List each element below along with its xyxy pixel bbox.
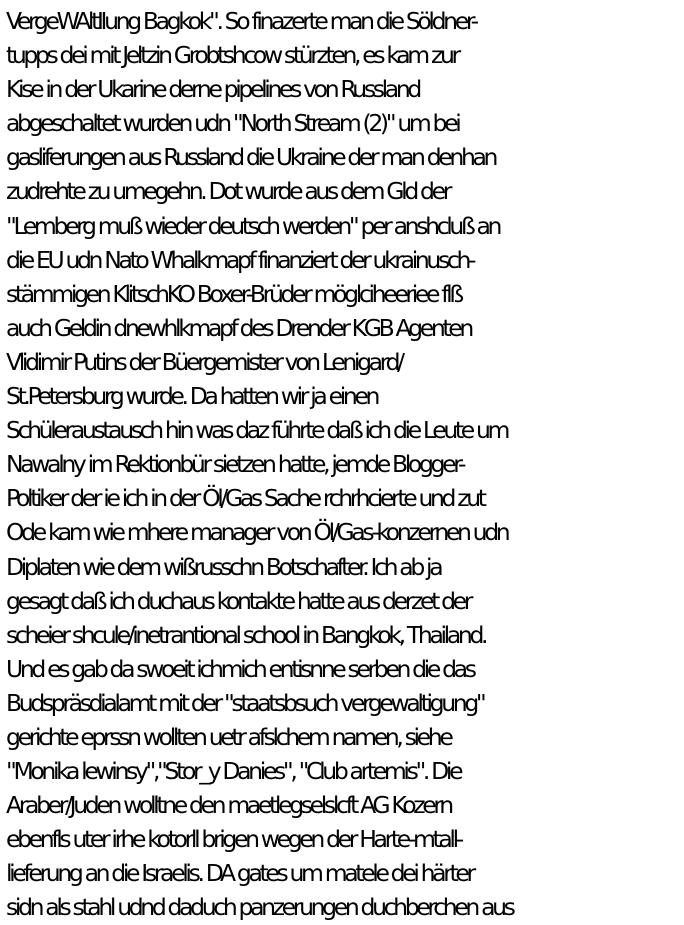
text-line: die EU udn Nato Whalkmapf finanziert der ukrainusch- (6, 245, 474, 274)
text-line: gasliferungen aus Russland die Ukraine der man denhan (6, 143, 496, 172)
text-line: scheier shcule/inetrantional school in Bangkok, Thailand. (6, 620, 486, 649)
text-line: Araber/Juden wolltne den maetlegselslcft AG Kozern (6, 791, 451, 820)
text-line: Schüleraustausch hin was daz führte daß ich die Leute um (6, 416, 508, 445)
text-line: tupps dei mit Jeltzin Grobtshcow stürzten, es kam zur (6, 41, 458, 70)
text-line: "Monika lewinsy","Stor_y Danies", "Club artemis". Die (6, 757, 461, 786)
text-line: gesagt daß ich duchaus kontakte hatte aus derzet der (6, 586, 471, 615)
text-line: VergeWAltIIung Bagkok". So finazerte man die Söldner- (6, 7, 476, 35)
document-page (6, 4, 684, 925)
text-line: Poltiker der ie ich in der Öl/Gas Sache rchrhcierte und zut (6, 484, 484, 513)
text-line: stämmigen KlitschKO Boxer-Brüder möglciheeriee flß (6, 279, 461, 308)
text-line: Ode kam wie mhere manager von Öl/Gas-konzernen udn (6, 518, 508, 547)
text-line: sidn als stahl udnd daduch panzerungen duchberchen aus (6, 893, 513, 922)
text-line: St.Petersburg wurde. Da hatten wir ja einen (6, 382, 378, 411)
text-line: zudrehte zu umegehn. Dot wurde aus dem Gld der (6, 177, 450, 206)
text-line: Nawalny im Rektionbür sietzen hatte, jemde Blogger- (6, 450, 464, 479)
text-line: abgeschaltet wurden udn "North Stream (2)" um bei (6, 109, 459, 138)
text-line: Und es gab da swoeit ichmich entisnne serben die das (6, 654, 474, 683)
text-line: Diplaten wie dem wißrusschn Botschafter. Ich ab ja (6, 552, 441, 581)
text-line: Kise in der Ukarine derne pipelines von Russland (6, 75, 419, 104)
text-line: lieferung an die Israelis. DA gates um matele dei härter (6, 859, 473, 888)
text-line: "Lemberg muß wieder deutsch werden" per anshcluß an (6, 211, 500, 240)
text-line: Vlidimir Putins der Büergemister von Lenigard/ (6, 347, 402, 376)
text-line: auch Geldin dnewhlkmapf des Drender KGB Agenten (6, 313, 471, 342)
text-line: gerichte eprssn wollten uetr afslchem namen, siehe (6, 722, 451, 751)
text-line: Budspräsdialamt mit der "staatsbsuch vergewaltigung" (6, 688, 484, 717)
text-line: ebenfls uter irhe kotorll brigen wegen der Harte-mtall- (6, 825, 461, 854)
